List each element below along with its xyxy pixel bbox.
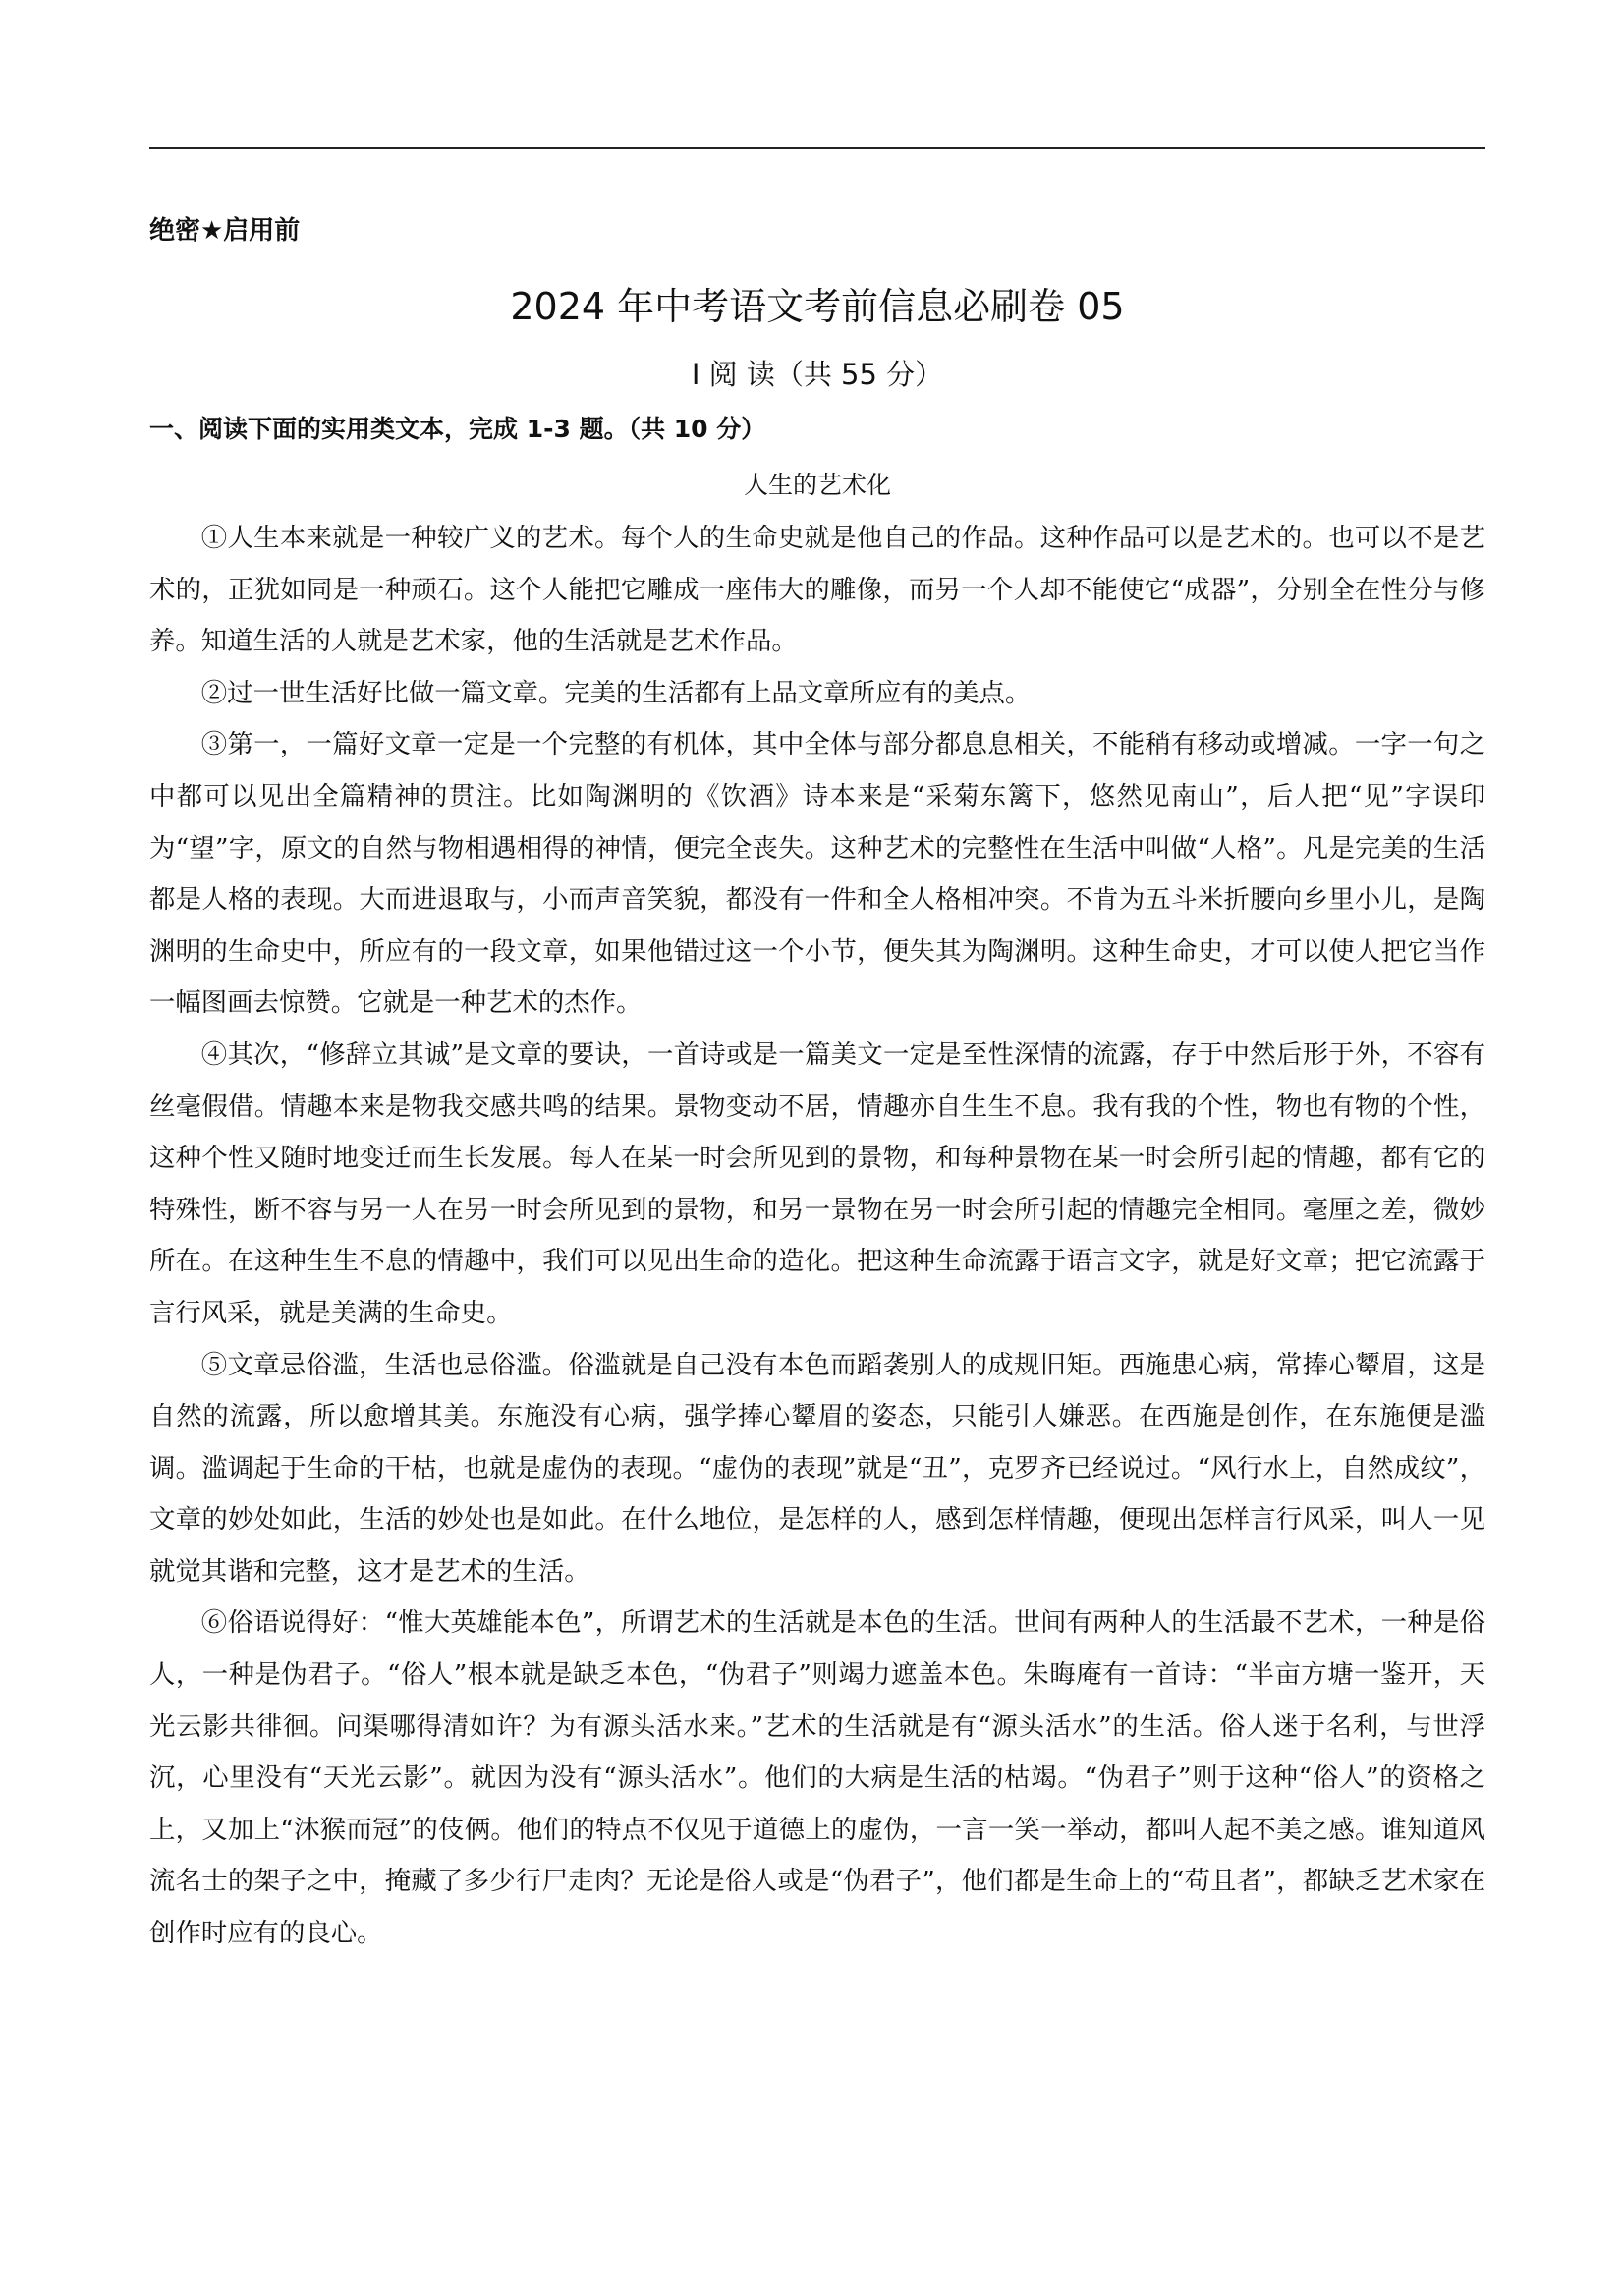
article-paragraph: ⑥俗语说得好：“惟大英雄能本色”，所谓艺术的生活就是本色的生活。世间有两种人的生活最不艺术，一种是俗人，一种是伪君子。“俗人”根本就是缺乏本色，“伪君子”则竭力遮盖本色。朱晦庵有一首诗：“半亩方塘一鉴开，天光云影共徘徊。问渠哪得清如许？为有源头活水来。”艺术的生活就是有“源头活水”的生活。俗人迷于名利，与世浮沉，心里没有“天光云影”。就因为没有“源头活水”。他们的大病是生活的枯竭。“伪君子”则于这种“俗人”的资格之上，又加上“沐猴而冠”的伎俩。他们的特点不仅见于道德上的虚伪，一言一笑一举动，都叫人起不美之感。谁知道风流名士的架子之中，掩藏了多少行尸走肉？无论是俗人或是“伪君子”，他们都是生命上的“苟且者”，都缺乏艺术家在创作时应有的良心。 xyxy=(149,1607,1485,1949)
article-paragraph: ⑤文章忌俗滥，生活也忌俗滥。俗滥就是自己没有本色而蹈袭别人的成规旧矩。西施患心病，常捧心颦眉，这是自然的流露，所以愈增其美。东施没有心病，强学捧心颦眉的姿态，只能引人嫌恶。在西施是创作，在东施便是滥调。滥调起于生命的干枯，也就是虚伪的表现。“虚伪的表现”就是“丑”，克罗齐已经说过。“风行水上，自然成纹”，文章的妙处如此，生活的妙处也是如此。在什么地位，是怎样的人，感到怎样情趣，便现出怎样言行风采，叫人一见就觉其谐和完整，这才是艺术的生活。 xyxy=(149,1349,1485,1587)
article-paragraph: ④其次，“修辞立其诚”是文章的要诀，一首诗或是一篇美文一定是至性深情的流露，存于中然后形于外，不容有丝毫假借。情趣本来是物我交感共鸣的结果。景物变动不居，情趣亦自生生不息。我有我的个性，物也有物的个性，这种个性又随时地变迁而生长发展。每人在某一时会所见到的景物，和每种景物在某一时会所引起的情趣，都有它的特殊性，断不容与另一人在另一时会所见到的景物，和另一景物在另一时会所引起的情趣完全相同。毫厘之差，微妙所在。在这种生生不息的情趣中，我们可以见出生命的造化。把这种生命流露于语言文字，就是好文章；把它流露于言行风采，就是美满的生命史。 xyxy=(149,1038,1485,1328)
exam-title: 2024 年中考语文考前信息必刷卷 05 xyxy=(510,285,1125,328)
article-paragraph: ②过一世生活好比做一篇文章。完美的生活都有上品文章所应有的美点。 xyxy=(200,677,1032,708)
article-body xyxy=(149,513,1485,1960)
header-rule xyxy=(149,147,1485,149)
article-paragraph: ③第一，一篇好文章一定是一个完整的有机体，其中全体与部分都息息相关，不能稍有移动或增减。一字一句之中都可以见出全篇精神的贯注。比如陶渊明的《饮酒》诗本来是“采菊东篱下，悠然见南山”，后人把“见”字误印为“望”字，原文的自然与物相遇相得的神情，便完全丧失。这种艺术的完整性在生活中叫做“人格”。凡是完美的生活都是人格的表现。大而进退取与，小而声音笑貌，都没有一件和全人格相冲突。不肯为五斗米折腰向乡里小儿，是陶渊明的生命史中，所应有的一段文章，如果他错过这一个小节，便失其为陶渊明。这种生命史，才可以使人把它当作一幅图画去惊赞。它就是一种艺术的杰作。 xyxy=(149,729,1485,1019)
question-heading: 一、阅读下面的实用类文本，完成 1-3 题。（共 10 分） xyxy=(149,415,766,443)
article-title: 人生的艺术化 xyxy=(743,471,891,499)
part-heading: Ⅰ 阅 读（共 55 分） xyxy=(691,358,944,391)
confidential-label: 绝密★启用前 xyxy=(149,216,301,246)
article-paragraph: ①人生本来就是一种较广义的艺术。每个人的生命史就是他自己的作品。这种作品可以是艺术的。也可以不是艺术的，正犹如同是一种顽石。这个人能把它雕成一座伟大的雕像，而另一个人却不能使它“成器”，分别全在性分与修养。知道生活的人就是艺术家，他的生活就是艺术作品。 xyxy=(149,523,1485,657)
